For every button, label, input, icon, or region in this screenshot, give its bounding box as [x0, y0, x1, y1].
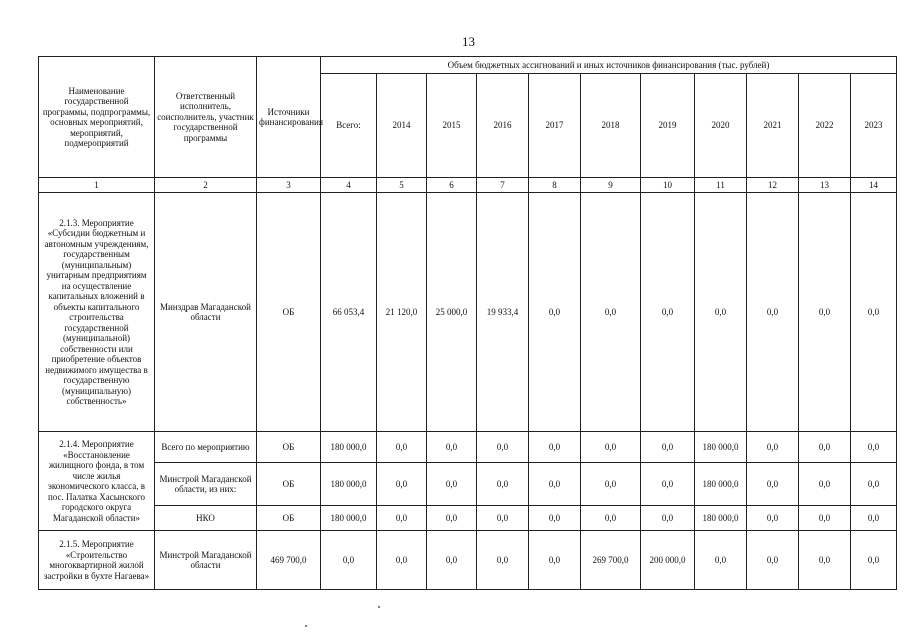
row-value: 0,0 [799, 463, 851, 506]
row-value: 0,0 [529, 432, 581, 463]
scan-speck [378, 606, 380, 608]
row-value: 0,0 [641, 506, 695, 531]
row-value: 0,0 [851, 432, 897, 463]
row-value: 19 933,4 [477, 193, 529, 432]
row-value: 0,0 [581, 506, 641, 531]
row-value: 0,0 [377, 463, 427, 506]
row-value: 180 000,0 [695, 432, 747, 463]
col-header-year: 2022 [799, 74, 851, 178]
row-value: 0,0 [799, 506, 851, 531]
row-value: 180 000,0 [321, 506, 377, 531]
row-value: 0,0 [427, 432, 477, 463]
col-header-year: 2016 [477, 74, 529, 178]
row-value: 25 000,0 [427, 193, 477, 432]
col-number: 11 [695, 178, 747, 193]
col-number: 12 [747, 178, 799, 193]
col-header-total: Всего: [321, 74, 377, 178]
row-source: ОБ [257, 193, 321, 432]
row-value: 0,0 [851, 193, 897, 432]
page-number: 13 [462, 34, 475, 49]
col-header-source: Источники финансирования [257, 57, 321, 178]
row-value: 200 000,0 [641, 531, 695, 590]
row-value: 0,0 [427, 531, 477, 590]
row-value: 21 120,0 [377, 193, 427, 432]
row-value: 0,0 [695, 193, 747, 432]
row-responsible: Минздрав Магаданской области [155, 193, 257, 432]
col-header-year: 2018 [581, 74, 641, 178]
header-row-1 [39, 57, 897, 74]
row-responsible: Минстрой Магаданской области [155, 531, 257, 590]
row-value: 0,0 [851, 531, 897, 590]
row-value: 0,0 [641, 193, 695, 432]
table-row [39, 432, 897, 463]
row-value: 0,0 [477, 531, 529, 590]
row-source: ОБ [257, 432, 321, 463]
col-number: 5 [377, 178, 427, 193]
col-number: 14 [851, 178, 897, 193]
row-source: 469 700,0 [257, 531, 321, 590]
row-responsible: Всего по мероприятию [155, 432, 257, 463]
row-value: 0,0 [477, 432, 529, 463]
row-source: ОБ [257, 463, 321, 506]
col-header-year: 2023 [851, 74, 897, 178]
row-value: 0,0 [427, 506, 477, 531]
col-number: 13 [799, 178, 851, 193]
col-header-volume: Объем бюджетных ассигнований и иных источников финансирования (тыс. рублей) [321, 57, 897, 74]
col-header-name: Наименование государственной программы, подпрограммы, основных мероприятий, мероприятий, подмероприятий [39, 57, 155, 178]
col-number: 10 [641, 178, 695, 193]
budget-table [38, 56, 897, 590]
table-row [39, 193, 897, 432]
row-value: 180 000,0 [321, 432, 377, 463]
col-header-year: 2017 [529, 74, 581, 178]
col-header-year: 2014 [377, 74, 427, 178]
row-value: 180 000,0 [695, 506, 747, 531]
row-value: 0,0 [477, 506, 529, 531]
row-value: 0,0 [641, 463, 695, 506]
row-value: 0,0 [747, 193, 799, 432]
row-value: 0,0 [747, 432, 799, 463]
row-value: 0,0 [377, 432, 427, 463]
row-name: 2.1.5. Мероприятие «Строительство многоквартирной жилой застройки в бухте Нагаева» [39, 531, 155, 590]
col-number: 3 [257, 178, 321, 193]
row-value: 180 000,0 [695, 463, 747, 506]
row-value: 0,0 [377, 506, 427, 531]
col-header-year: 2015 [427, 74, 477, 178]
row-value: 0,0 [529, 531, 581, 590]
table-row [39, 463, 897, 506]
row-value: 0,0 [799, 531, 851, 590]
col-header-year: 2021 [747, 74, 799, 178]
row-value: 0,0 [427, 463, 477, 506]
row-value: 0,0 [529, 193, 581, 432]
col-number: 8 [529, 178, 581, 193]
row-value: 0,0 [747, 463, 799, 506]
row-value: 0,0 [529, 463, 581, 506]
row-value: 0,0 [799, 193, 851, 432]
col-header-year: 2020 [695, 74, 747, 178]
row-value: 0,0 [851, 463, 897, 506]
row-name: 2.1.4. Мероприятие «Восстановление жилищного фонда, в том числе жилья экономического класса, в пос. Палатка Хасынского городского округа Магаданской области» [39, 432, 155, 531]
col-number: 2 [155, 178, 257, 193]
row-responsible: Минстрой Магаданской области, из них: [155, 463, 257, 506]
row-value: 269 700,0 [581, 531, 641, 590]
col-header-year: 2019 [641, 74, 695, 178]
col-number: 4 [321, 178, 377, 193]
row-value: 0,0 [851, 506, 897, 531]
col-header-responsible: Ответственный исполнитель, соисполнитель, участник государственной программы [155, 57, 257, 178]
row-value: 0,0 [321, 531, 377, 590]
row-responsible: НКО [155, 506, 257, 531]
row-value: 66 053,4 [321, 193, 377, 432]
row-name: 2.1.3. Мероприятие «Субсидии бюджетным и автономным учреждениям, государственным (муниципальным) унитарным предприятиям на осуществление капитальных вложений в объекты капитального строительства государственной (муниципальной) собственности или приобретение объектов недвижимого имущества в государственную (муниципальную) собственность» [39, 193, 155, 432]
scan-speck [305, 625, 307, 627]
row-value: 0,0 [377, 531, 427, 590]
col-number: 9 [581, 178, 641, 193]
row-value: 0,0 [581, 463, 641, 506]
row-value: 0,0 [747, 506, 799, 531]
col-number: 1 [39, 178, 155, 193]
row-value: 0,0 [747, 531, 799, 590]
row-value: 0,0 [799, 432, 851, 463]
row-value: 0,0 [581, 193, 641, 432]
column-number-row [39, 178, 897, 193]
row-value: 0,0 [581, 432, 641, 463]
row-value: 0,0 [641, 432, 695, 463]
table-row [39, 506, 897, 531]
row-value: 0,0 [477, 463, 529, 506]
col-number: 6 [427, 178, 477, 193]
table-row [39, 531, 897, 590]
row-value: 180 000,0 [321, 463, 377, 506]
row-source: ОБ [257, 506, 321, 531]
col-number: 7 [477, 178, 529, 193]
row-value: 0,0 [529, 506, 581, 531]
row-value: 0,0 [695, 531, 747, 590]
